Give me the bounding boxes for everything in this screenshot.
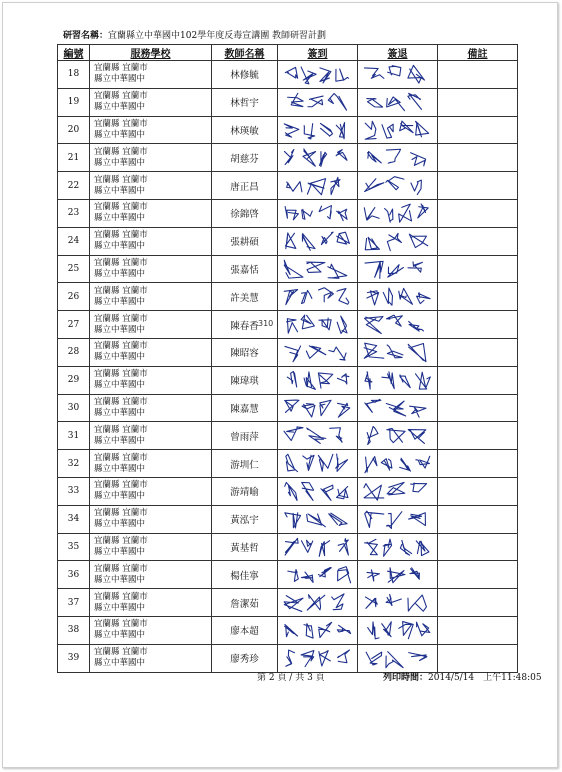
school-name: 縣立中華國中: [94, 213, 146, 224]
school-city: 宜蘭縣 宜蘭市: [94, 619, 148, 630]
sign-in-signature: [278, 116, 358, 144]
school-name: 縣立中華國中: [94, 129, 146, 140]
table-row: [58, 311, 518, 339]
sign-in-signature: [278, 338, 358, 366]
signature-scribble: [278, 589, 357, 616]
col-header-remarks: 備註: [438, 45, 518, 61]
school-cell: [90, 338, 212, 366]
col-header-sign-in: 簽到: [278, 45, 358, 61]
sign-out-signature: [358, 61, 438, 89]
row-number: 34: [58, 505, 90, 533]
row-number: 30: [58, 394, 90, 422]
signature-scribble: [278, 256, 357, 283]
teacher-name: 陳嘉慧: [212, 394, 278, 422]
sign-out-signature: [358, 561, 438, 589]
row-number: 18: [58, 61, 90, 89]
school-cell: [90, 394, 212, 422]
print-time-value: 2014/5/14 上午11:48:05: [428, 673, 542, 683]
teacher-name: 廖本超: [212, 616, 278, 644]
teacher-name: 黃泓宇: [212, 505, 278, 533]
school-cell: [90, 589, 212, 617]
sign-out-signature: [358, 450, 438, 478]
signature-scribble: [278, 422, 357, 449]
table-row: [58, 172, 518, 200]
signature-scribble: [358, 561, 437, 588]
table-header-row: [58, 45, 518, 61]
signature-scribble: [278, 534, 357, 561]
page-number: 第 2 頁 / 共 3 頁: [257, 673, 325, 683]
school-city: 宜蘭縣 宜蘭市: [94, 480, 148, 491]
school-cell: [90, 561, 212, 589]
sign-in-signature: [278, 450, 358, 478]
row-number: 22: [58, 172, 90, 200]
sign-out-signature: [358, 644, 438, 672]
signature-scribble: [278, 228, 357, 255]
teacher-name: 游靖喻: [212, 477, 278, 505]
school-cell: [90, 450, 212, 478]
remarks-cell: [438, 589, 518, 617]
school-city: 宜蘭縣 宜蘭市: [94, 563, 148, 574]
remarks-cell: [438, 88, 518, 116]
school-cell: [90, 366, 212, 394]
sign-in-signature: [278, 366, 358, 394]
remarks-cell: [438, 283, 518, 311]
sign-out-signature: [358, 199, 438, 227]
remarks-cell: [438, 450, 518, 478]
row-number: 23: [58, 199, 90, 227]
school-city: 宜蘭縣 宜蘭市: [94, 591, 148, 602]
sign-out-signature: [358, 616, 438, 644]
sign-in-signature: [278, 533, 358, 561]
row-number: 32: [58, 450, 90, 478]
table-row: [58, 394, 518, 422]
signature-scribble: [278, 450, 357, 477]
school-city: 宜蘭縣 宜蘭市: [94, 91, 148, 102]
sign-in-signature: [278, 644, 358, 672]
signature-scribble: [278, 367, 357, 394]
col-header-number: 編號: [58, 45, 90, 61]
signature-scribble: [358, 589, 437, 616]
signature-scribble: [278, 645, 357, 672]
signature-scribble: [358, 89, 437, 116]
col-header-school: 服務學校: [90, 45, 212, 61]
remarks-cell: [438, 199, 518, 227]
sign-in-signature: [278, 255, 358, 283]
table-row: [58, 338, 518, 366]
print-time: [383, 670, 542, 683]
school-cell: [90, 61, 212, 89]
school-name: 縣立中華國中: [94, 268, 146, 279]
signature-scribble: [278, 117, 357, 144]
row-number: 21: [58, 144, 90, 172]
table-row: [58, 616, 518, 644]
sign-out-signature: [358, 338, 438, 366]
signature-scribble: [278, 89, 357, 116]
sign-out-signature: [358, 311, 438, 339]
signature-scribble: [358, 283, 437, 310]
table-row: [58, 283, 518, 311]
row-number: 29: [58, 366, 90, 394]
table-row: [58, 561, 518, 589]
signature-scribble: [358, 117, 437, 144]
school-name: 縣立中華國中: [94, 602, 146, 613]
school-city: 宜蘭縣 宜蘭市: [94, 424, 148, 435]
row-number: 33: [58, 477, 90, 505]
school-name: 縣立中華國中: [94, 658, 146, 669]
remarks-cell: [438, 227, 518, 255]
signature-scribble: [358, 450, 437, 477]
sign-out-signature: [358, 422, 438, 450]
remarks-cell: [438, 116, 518, 144]
teacher-name: 張耕碩: [212, 227, 278, 255]
teacher-name: 許美慧: [212, 283, 278, 311]
sign-in-signature: [278, 561, 358, 589]
signature-scribble: [278, 61, 357, 88]
teacher-name: 曾雨萍: [212, 422, 278, 450]
table-row: [58, 227, 518, 255]
school-cell: [90, 422, 212, 450]
school-cell: [90, 88, 212, 116]
sign-in-signature: [278, 589, 358, 617]
teacher-name: 楊佳寧: [212, 561, 278, 589]
school-city: 宜蘭縣 宜蘭市: [94, 174, 148, 185]
signature-scribble: [358, 228, 437, 255]
signature-scribble: [278, 561, 357, 588]
school-city: 宜蘭縣 宜蘭市: [94, 146, 148, 157]
row-number: 24: [58, 227, 90, 255]
teacher-name: 胡慈芬: [212, 144, 278, 172]
row-number: 37: [58, 589, 90, 617]
school-name: 縣立中華國中: [94, 630, 146, 641]
school-city: 宜蘭縣 宜蘭市: [94, 285, 148, 296]
school-city: 宜蘭縣 宜蘭市: [94, 396, 148, 407]
sign-out-signature: [358, 283, 438, 311]
sign-out-signature: [358, 394, 438, 422]
remarks-cell: [438, 505, 518, 533]
teacher-name: 徐錦啓: [212, 199, 278, 227]
school-city: 宜蘭縣 宜蘭市: [94, 369, 148, 380]
school-name: 縣立中華國中: [94, 185, 146, 196]
school-city: 宜蘭縣 宜蘭市: [94, 257, 148, 268]
school-city: 宜蘭縣 宜蘭市: [94, 118, 148, 129]
handwritten-note: 310: [258, 319, 274, 328]
header-title: 宜蘭縣立中華國中102學年度反毒宣講團 教師研習計劃: [108, 31, 327, 41]
remarks-cell: [438, 338, 518, 366]
school-city: 宜蘭縣 宜蘭市: [94, 647, 148, 658]
school-name: 縣立中華國中: [94, 380, 146, 391]
remarks-cell: [438, 616, 518, 644]
school-city: 宜蘭縣 宜蘭市: [94, 535, 148, 546]
sign-out-signature: [358, 144, 438, 172]
teacher-name: 廖秀珍: [212, 644, 278, 672]
teacher-name: 黃基哲: [212, 533, 278, 561]
school-name: 縣立中華國中: [94, 435, 146, 446]
school-cell: [90, 505, 212, 533]
header-label: 研習名稱：: [63, 31, 109, 41]
remarks-cell: [438, 561, 518, 589]
school-name: 縣立中華國中: [94, 574, 146, 585]
remarks-cell: [438, 477, 518, 505]
school-cell: [90, 616, 212, 644]
sign-in-signature: [278, 394, 358, 422]
table-row: [58, 199, 518, 227]
signature-scribble: [278, 478, 357, 505]
school-cell: [90, 116, 212, 144]
school-cell: [90, 227, 212, 255]
signature-scribble: [358, 617, 437, 644]
school-cell: [90, 644, 212, 672]
table-row: [58, 88, 518, 116]
table-row: [58, 366, 518, 394]
signature-scribble: [278, 395, 357, 422]
school-cell: [90, 533, 212, 561]
school-name: 縣立中華國中: [94, 74, 146, 85]
row-number: 19: [58, 88, 90, 116]
row-number: 27: [58, 311, 90, 339]
sign-in-signature: [278, 505, 358, 533]
school-cell: [90, 477, 212, 505]
signature-scribble: [278, 200, 357, 227]
signature-scribble: [358, 422, 437, 449]
teacher-name: 陳昭容: [212, 338, 278, 366]
school-name: 縣立中華國中: [94, 102, 146, 113]
school-name: 縣立中華國中: [94, 324, 146, 335]
sign-in-signature: [278, 61, 358, 89]
school-name: 縣立中華國中: [94, 491, 146, 502]
school-cell: [90, 311, 212, 339]
school-name: 縣立中華國中: [94, 519, 146, 530]
sign-out-signature: [358, 477, 438, 505]
table-row: [58, 505, 518, 533]
school-city: 宜蘭縣 宜蘭市: [94, 63, 148, 74]
signature-scribble: [358, 478, 437, 505]
sign-in-signature: [278, 199, 358, 227]
teacher-name: 陳瑋琪: [212, 366, 278, 394]
signature-scribble: [278, 144, 357, 171]
teacher-name: 林哲宇: [212, 88, 278, 116]
table-row: [58, 533, 518, 561]
sign-in-signature: [278, 422, 358, 450]
school-name: 縣立中華國中: [94, 407, 146, 418]
row-number: 35: [58, 533, 90, 561]
signature-scribble: [358, 367, 437, 394]
signature-scribble: [358, 256, 437, 283]
sign-out-signature: [358, 227, 438, 255]
school-cell: [90, 255, 212, 283]
signature-scribble: [358, 506, 437, 533]
table-row: [58, 255, 518, 283]
sign-in-signature: [278, 477, 358, 505]
row-number: 31: [58, 422, 90, 450]
school-city: 宜蘭縣 宜蘭市: [94, 508, 148, 519]
row-number: 28: [58, 338, 90, 366]
school-cell: [90, 283, 212, 311]
teacher-name: 詹潔茹: [212, 589, 278, 617]
school-city: 宜蘭縣 宜蘭市: [94, 230, 148, 241]
signature-scribble: [358, 311, 437, 338]
col-header-sign-out: 簽退: [358, 45, 438, 61]
remarks-cell: [438, 422, 518, 450]
row-number: 20: [58, 116, 90, 144]
signature-scribble: [358, 534, 437, 561]
signature-scribble: [278, 506, 357, 533]
row-number: 36: [58, 561, 90, 589]
sign-in-signature: [278, 172, 358, 200]
signature-scribble: [278, 339, 357, 366]
school-name: 縣立中華國中: [94, 463, 146, 474]
attendance-table: [57, 44, 518, 673]
teacher-name: 林瑛敏: [212, 116, 278, 144]
signature-scribble: [358, 172, 437, 199]
school-city: 宜蘭縣 宜蘭市: [94, 202, 148, 213]
school-city: 宜蘭縣 宜蘭市: [94, 313, 148, 324]
table-row: [58, 477, 518, 505]
school-cell: [90, 199, 212, 227]
row-number: 38: [58, 616, 90, 644]
signature-scribble: [358, 339, 437, 366]
remarks-cell: [438, 144, 518, 172]
signature-scribble: [278, 283, 357, 310]
remarks-cell: [438, 644, 518, 672]
sign-out-signature: [358, 505, 438, 533]
sign-out-signature: [358, 589, 438, 617]
school-city: 宜蘭縣 宜蘭市: [94, 452, 148, 463]
remarks-cell: [438, 255, 518, 283]
teacher-name: 游圳仁: [212, 450, 278, 478]
remarks-cell: [438, 61, 518, 89]
school-name: 縣立中華國中: [94, 296, 146, 307]
remarks-cell: [438, 366, 518, 394]
signature-scribble: [358, 200, 437, 227]
table-row: [58, 589, 518, 617]
school-name: 縣立中華國中: [94, 546, 146, 557]
remarks-cell: [438, 533, 518, 561]
sign-in-signature: [278, 88, 358, 116]
signature-scribble: [358, 395, 437, 422]
sign-out-signature: [358, 533, 438, 561]
col-header-teacher: 教師名稱: [212, 45, 278, 61]
remarks-cell: [438, 172, 518, 200]
table-row: [58, 61, 518, 89]
row-number: 25: [58, 255, 90, 283]
signature-scribble: [358, 61, 437, 88]
signature-scribble: [278, 617, 357, 644]
print-time-label: 列印時間：: [383, 673, 429, 683]
row-number: 39: [58, 644, 90, 672]
school-cell: [90, 172, 212, 200]
signature-scribble: [358, 144, 437, 171]
table-row: [58, 450, 518, 478]
table-row: [58, 144, 518, 172]
table-row: [58, 422, 518, 450]
sign-out-signature: [358, 366, 438, 394]
sign-in-signature: [278, 283, 358, 311]
document-header: [63, 28, 326, 41]
sign-in-signature: [278, 311, 358, 339]
remarks-cell: [438, 311, 518, 339]
row-number: 26: [58, 283, 90, 311]
school-name: 縣立中華國中: [94, 241, 146, 252]
teacher-name: 唐正昌: [212, 172, 278, 200]
sign-in-signature: [278, 144, 358, 172]
teacher-name: 陳春香: [212, 311, 278, 339]
sign-out-signature: [358, 172, 438, 200]
sign-out-signature: [358, 88, 438, 116]
signature-scribble: [278, 311, 357, 338]
school-city: 宜蘭縣 宜蘭市: [94, 341, 148, 352]
school-cell: [90, 144, 212, 172]
table-row: [58, 644, 518, 672]
teacher-name: 林修毓: [212, 61, 278, 89]
signature-scribble: [278, 172, 357, 199]
school-name: 縣立中華國中: [94, 157, 146, 168]
signature-scribble: [358, 645, 437, 672]
table-row: [58, 116, 518, 144]
teacher-name: 張嘉恬: [212, 255, 278, 283]
sign-out-signature: [358, 255, 438, 283]
remarks-cell: [438, 394, 518, 422]
school-name: 縣立中華國中: [94, 352, 146, 363]
sign-out-signature: [358, 116, 438, 144]
sign-in-signature: [278, 227, 358, 255]
sign-in-signature: [278, 616, 358, 644]
